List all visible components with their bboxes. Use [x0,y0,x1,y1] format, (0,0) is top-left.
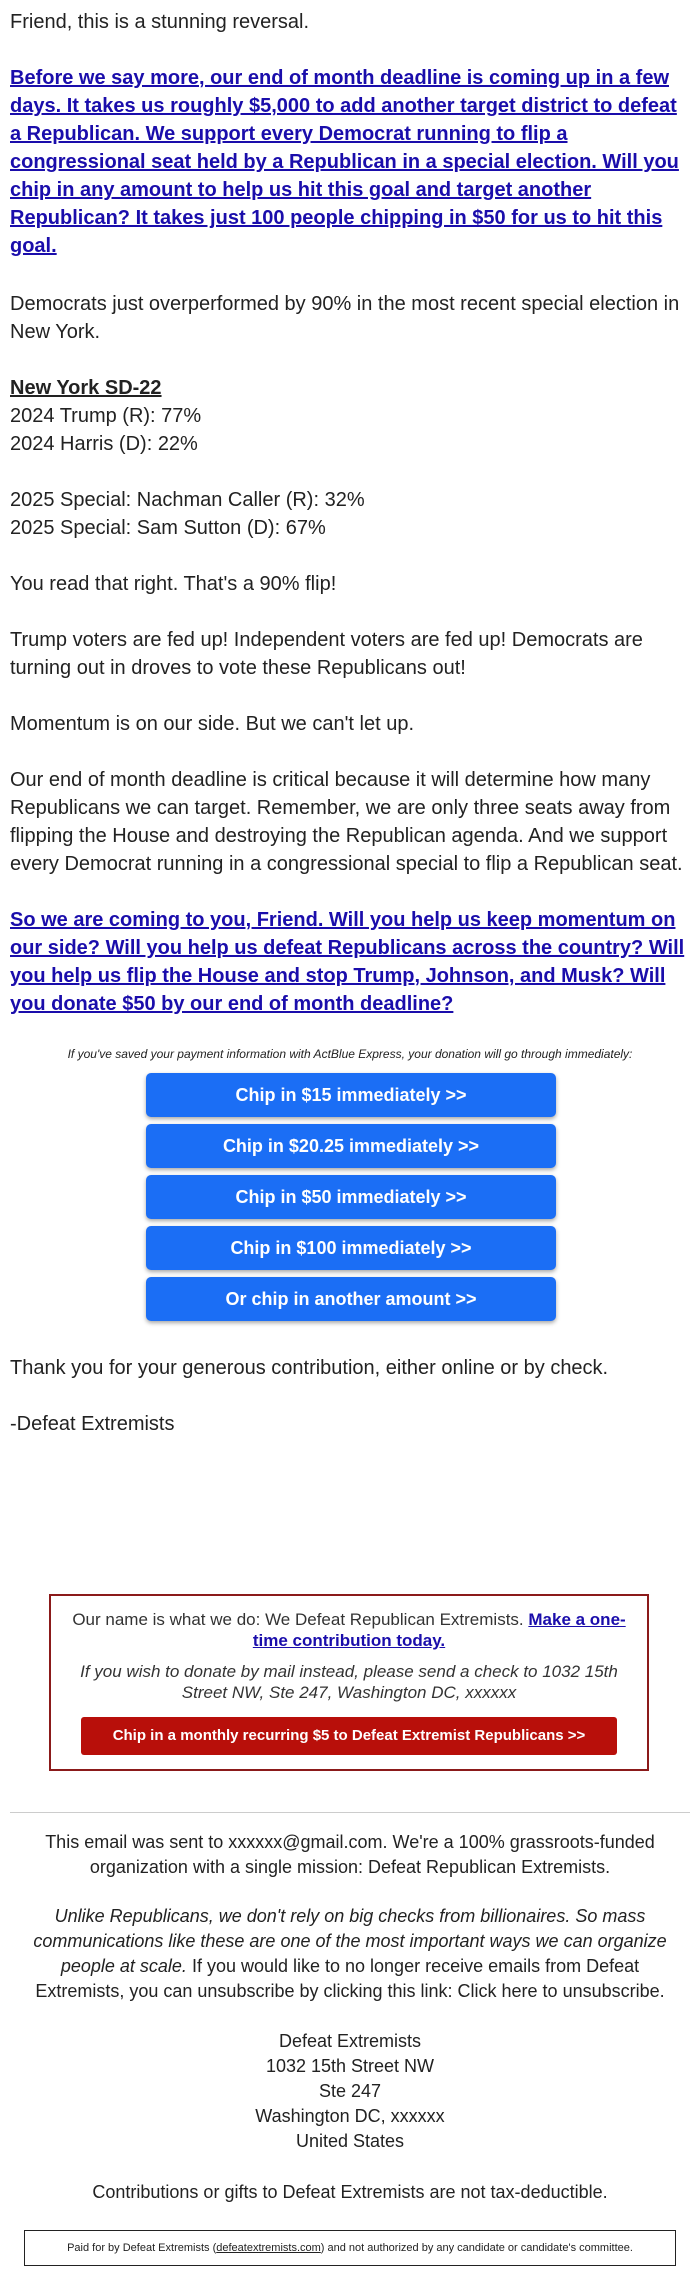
address-line: Washington DC, xxxxxx [255,2106,445,2126]
actblue-express-note: If you've saved your payment information with ActBlue Express, your donation will go through immediately: [67,1047,633,1061]
donate-20-button[interactable]: Chip in $20.25 immediately >> [146,1124,556,1168]
result-line: 2025 Special: Sam Sutton (D): 67% [10,517,326,539]
address-line: United States [295,2131,405,2151]
tax-disclaimer: Contributions or gifts to Defeat Extremists are not tax-deductible. [92,2182,608,2202]
intro-donate-link[interactable]: Before we say more, our end of month deadline is coming up in a few days. It takes us roughly $5,000 to add another target district to defeat a Republican. We support every Democrat running to flip a congressional seat held by a Republican in a special election. Will you chip in any amount to help us hit this goal and target another Republican? It takes just 100 people chipping in $50 for us to hit this goal. [10,67,679,257]
footer-unsubscribe-block [20,1904,680,2004]
box-mission-text: Our name is what we do: We Defeat Republican Extremists. [72,1610,524,1629]
thanks-text: Thank you for your generous contribution, either online or by check. [10,1357,609,1379]
fed-up-text: Trump voters are fed up! Independent voters are fed up! Democrats are turning out in droves to vote these Republicans out! [10,629,643,679]
address-line: Ste 247 [318,2081,382,2101]
footer-sent-to: This email was sent to xxxxxx@gmail.com. We're a 100% grassroots-funded organization with a single mission: Defeat Republican Extremists. [45,1832,655,1877]
ask-donate-link[interactable]: So we are coming to you, Friend. Will you help us keep momentum on our side? Will you help us defeat Republicans across the country? Will you help us flip the House and stop Trump, Johnson, and Musk? Will you donate $50 by our end of month deadline? [10,909,685,1015]
ask-paragraph [10,906,692,1018]
donation-info-box [49,1594,649,1771]
paid-for-disclaimer [24,2230,676,2266]
deadline-text: Our end of month deadline is critical because it will determine how many Republicans we can target. Remember, we are only three seats away from flipping the House and destroying the Republican agenda. And we support every Democrat running in a congressional special to flip a Republican seat. [10,769,683,875]
result-line: 2024 Harris (D): 22% [10,433,198,455]
monthly-recurring-button[interactable]: Chip in a monthly recurring $5 to Defeat Extremist Republicans >> [81,1717,617,1755]
momentum-text: Momentum is on our side. But we can't let up. [10,713,415,735]
footer-unsubscribe-text[interactable]: If you would like to no longer receive emails from Defeat Extremists, you can unsubscribe by clicking this link: Click here to unsubscribe. [35,1956,665,2001]
special-results [10,486,692,542]
address-line: 1032 15th Street NW [265,2056,435,2076]
footer-unlike-text: Unlike Republicans, we don't rely on big checks from billionaires. So mass communications like these are one of the most important ways we can organize people at scale. [33,1906,667,1976]
results-heading: New York SD-22 [10,377,162,399]
paid-for-prefix: Paid for by Defeat Extremists ( [67,2242,217,2254]
footer-address [20,2029,680,2154]
result-line: 2025 Special: Nachman Caller (R): 32% [10,489,365,511]
donate-15-button[interactable]: Chip in $15 immediately >> [146,1073,556,1117]
donate-50-button[interactable]: Chip in $50 immediately >> [146,1175,556,1219]
address-line: Defeat Extremists [278,2031,422,2051]
paid-for-suffix: ) and not authorized by any candidate or candidate's committee. [320,2242,633,2254]
box-name-text [71,1609,627,1651]
election-results [10,374,692,458]
website-link[interactable]: defeatextremists.com [216,2242,321,2254]
result-line: 2024 Trump (R): 77% [10,405,202,427]
footer-divider [10,1812,690,1813]
donate-100-button[interactable]: Chip in $100 immediately >> [146,1226,556,1270]
flip-text: You read that right. That's a 90% flip! [10,573,337,595]
greeting: Friend, this is a stunning reversal. [10,11,310,33]
mail-donation-text: If you wish to donate by mail instead, please send a check to 1032 15th Street NW, Ste 247, Washington DC, xxxxxx [80,1662,618,1702]
donate-other-amount-button[interactable]: Or chip in another amount >> [146,1277,556,1321]
overperform-text: Democrats just overperformed by 90% in the most recent special election in New York. [10,293,680,343]
signature: -Defeat Extremists [10,1413,175,1435]
intro-paragraph [10,64,692,260]
one-time-contribution-link[interactable]: Make a one-time contribution today. [252,1610,626,1650]
